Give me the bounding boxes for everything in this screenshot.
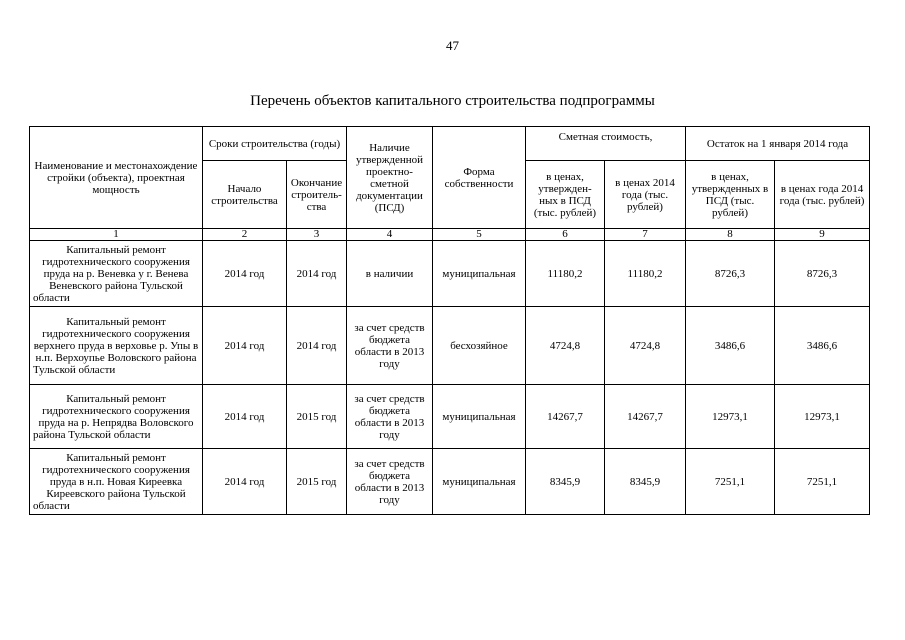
header-name: Наименование и местонахождение стройки (объекта), проектная мощность — [30, 127, 203, 229]
header-row-1 — [30, 127, 870, 161]
cost-2014: 8345,9 — [605, 449, 686, 515]
balance-2014: 8726,3 — [775, 241, 870, 307]
column-number: 4 — [347, 229, 433, 241]
column-number: 8 — [686, 229, 775, 241]
start-year: 2014 год — [203, 307, 287, 385]
header-start: Начало строительства — [203, 161, 287, 229]
cost-psd: 14267,7 — [526, 385, 605, 449]
page-number: 47 — [446, 38, 459, 53]
cost-2014: 14267,7 — [605, 385, 686, 449]
header-cost-psd: в ценах, утвержден-ных в ПСД (тыс. рублей) — [526, 161, 605, 229]
ownership-form: бесхозяйное — [433, 307, 526, 385]
balance-psd: 8726,3 — [686, 241, 775, 307]
column-number: 3 — [287, 229, 347, 241]
start-year: 2014 год — [203, 449, 287, 515]
end-year: 2014 год — [287, 241, 347, 307]
cost-2014: 4724,8 — [605, 307, 686, 385]
table-row — [30, 307, 870, 385]
header-terms: Сроки строительства (годы) — [203, 127, 347, 161]
column-number: 2 — [203, 229, 287, 241]
header-cost-2014: в ценах 2014 года (тыс. рублей) — [605, 161, 686, 229]
balance-2014: 3486,6 — [775, 307, 870, 385]
psd-status: за счет средств бюджета области в 2013 году — [347, 449, 433, 515]
cost-psd: 8345,9 — [526, 449, 605, 515]
header-psd: Наличие утвержденной проектно-сметной документации (ПСД) — [347, 127, 433, 229]
cost-psd: 11180,2 — [526, 241, 605, 307]
balance-psd: 7251,1 — [686, 449, 775, 515]
column-number-row — [30, 229, 870, 241]
object-name: Капитальный ремонт гидротехнического сооружения пруда на р. Непрядва Воловского района Тульской области — [30, 385, 203, 449]
balance-psd: 12973,1 — [686, 385, 775, 449]
end-year: 2014 год — [287, 307, 347, 385]
document-title: Перечень объектов капитального строительства подпрограммы — [250, 93, 655, 109]
balance-psd: 3486,6 — [686, 307, 775, 385]
table-row — [30, 241, 870, 307]
psd-status: за счет средств бюджета области в 2013 году — [347, 385, 433, 449]
ownership-form: муниципальная — [433, 449, 526, 515]
header-ownership: Форма собственности — [433, 127, 526, 229]
header-end: Окончание строитель-ства — [287, 161, 347, 229]
column-number: 6 — [526, 229, 605, 241]
psd-status: в наличии — [347, 241, 433, 307]
start-year: 2014 год — [203, 241, 287, 307]
column-number: 9 — [775, 229, 870, 241]
column-number: 5 — [433, 229, 526, 241]
object-name: Капитальный ремонт гидротехнического сооружения верхнего пруда в верховье р. Упы в н.п. Верхоупье Воловского района Тульской области — [30, 307, 203, 385]
table-row — [30, 449, 870, 515]
start-year: 2014 год — [203, 385, 287, 449]
end-year: 2015 год — [287, 449, 347, 515]
ownership-form: муниципальная — [433, 241, 526, 307]
header-balance-psd: в ценах, утвержденных в ПСД (тыс. рублей) — [686, 161, 775, 229]
header-balance-2014: в ценах года 2014 года (тыс. рублей) — [775, 161, 870, 229]
object-name: Капитальный ремонт гидротехнического сооружения пруда в н.п. Новая Киреевка Киреевского района Тульской области — [30, 449, 203, 515]
balance-2014: 12973,1 — [775, 385, 870, 449]
cost-psd: 4724,8 — [526, 307, 605, 385]
column-number: 1 — [30, 229, 203, 241]
capital-construction-table — [29, 126, 870, 515]
header-estimated-cost: Сметная стоимость, — [526, 127, 686, 161]
object-name: Капитальный ремонт гидротехнического сооружения пруда на р. Веневка у г. Венева Веневского района Тульской области — [30, 241, 203, 307]
ownership-form: муниципальная — [433, 385, 526, 449]
table-row — [30, 385, 870, 449]
cost-2014: 11180,2 — [605, 241, 686, 307]
balance-2014: 7251,1 — [775, 449, 870, 515]
column-number: 7 — [605, 229, 686, 241]
psd-status: за счет средств бюджета области в 2013 году — [347, 307, 433, 385]
header-balance: Остаток на 1 января 2014 года — [686, 127, 870, 161]
end-year: 2015 год — [287, 385, 347, 449]
